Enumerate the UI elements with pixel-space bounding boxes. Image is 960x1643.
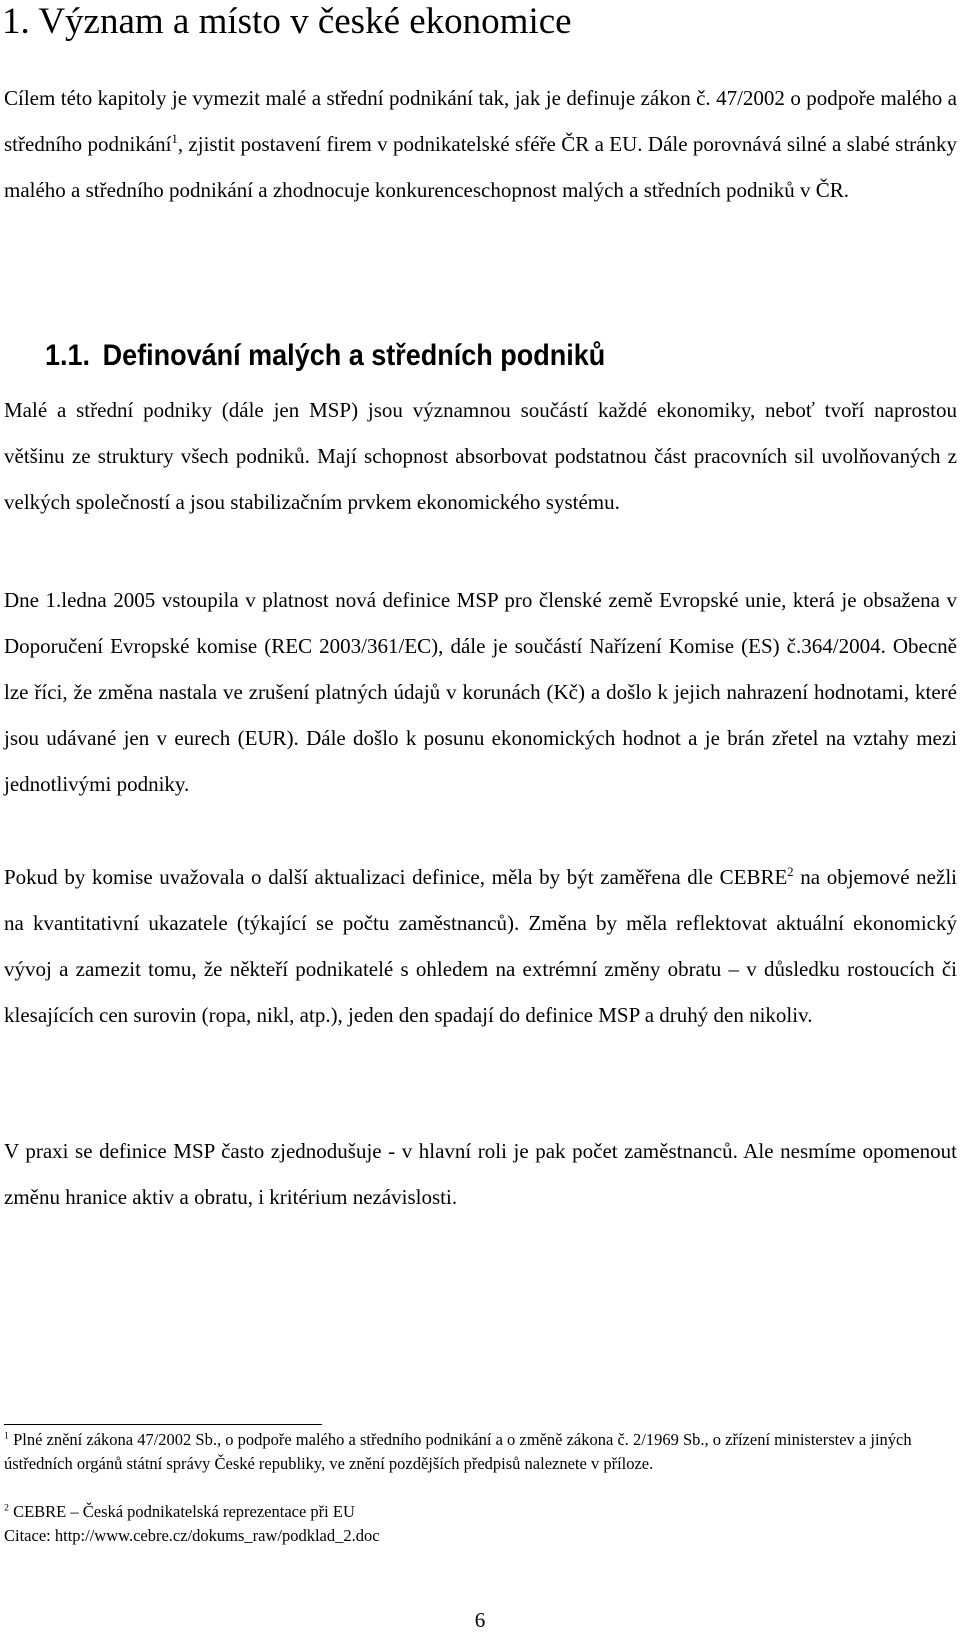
section-title: Definování malých a středních podniků	[102, 339, 606, 372]
footnote-2-text: CEBRE – Česká podnikatelská reprezentace při EU	[8, 1502, 355, 1521]
cebre-text-part2: na objemové nežli na kvantitativní ukazatele (týkající se počtu zaměstnanců). Změna by měla reflektovat aktuální ekonomický vývoj a zamezit tomu, že někteří podnikatelé s ohledem na extrémní změny obratu – v důsledku rostoucích či klesajících cen surovin (ropa, nikl, atp.), jeden den spadají do definice MSP a druhý den nikoliv.	[4, 865, 957, 1027]
chapter-title: 1. Význam a místo v české ekonomice	[2, 1, 572, 42]
footnote-2	[4, 1500, 957, 1524]
paragraph-msp-intro: Malé a střední podniky (dále jen MSP) jsou významnou součástí každé ekonomiky, neboť tvoří naprostou většinu ze struktury všech podniků. Mají schopnost absorbovat podstatnou část pracovních sil uvolňovaných z velkých společností a jsou stabilizačním prvkem ekonomického systému.	[4, 398, 957, 514]
footnote-ref-2[interactable]: 2	[787, 865, 794, 879]
page-number: 6	[474, 1608, 486, 1632]
paragraph-definition-2005: Dne 1.ledna 2005 vstoupila v platnost nová definice MSP pro členské země Evropské unie, která je obsažena v Doporučení Evropské komise (REC 2003/361/EC), dále je součástí Nařízení Komise (ES) č.364/2004. Obecně lze říci, že změna nastala ve zrušení platných údajů v korunách (Kč) a došlo k jejich nahrazení hodnotami, které jsou udávané jen v eurech (EUR). Dále došlo k posunu ekonomických hodnot a je brán zřetel na vztahy mezi jednotlivými podniky.	[4, 588, 957, 796]
paragraph-cebre	[4, 854, 957, 1038]
footnote-1-text: Plné znění zákona 47/2002 Sb., o podpoře malého a středního podnikání a o změně zákona č. 2/1969 Sb., o zřízení ministerstev a jiných ústředních orgánů státní správy České republiky, ve znění pozdějších předpisů naleznete v příloze.	[4, 1430, 912, 1473]
footnote-ref-1[interactable]: 1	[171, 132, 178, 146]
footnote-mark-2: 2	[4, 1502, 9, 1514]
footnote-2-citation: Citace: http://www.cebre.cz/dokums_raw/podklad_2.doc	[4, 1526, 380, 1545]
section-heading	[45, 338, 605, 374]
footnote-mark-1: 1	[4, 1430, 9, 1442]
footnote-separator	[4, 1424, 322, 1425]
paragraph-practice: V praxi se definice MSP často zjednodušuje - v hlavní roli je pak počet zaměstnanců. Ale nesmíme opomenout změnu hranice aktiv a obratu, i kritérium nezávislosti.	[4, 1139, 957, 1209]
section-number: 1.1.	[45, 339, 91, 372]
intro-text-part1: Cílem této kapitoly je vymezit malé a střední podnikání tak, jak je definuje zákon č. 47/2002 o podpoře malého a středního podnikání	[4, 86, 957, 156]
footnote-1	[4, 1428, 957, 1476]
cebre-text-part1: Pokud by komise uvažovala o další aktualizaci definice, měla by být zaměřena dle CEBRE	[4, 865, 788, 889]
intro-text-part2: , zjistit postavení firem v podnikatelské sféře ČR a EU. Dále porovnává silné a slabé stránky malého a středního podnikání a zhodnocuje konkurenceschopnost malých a středních podniků v ČR.	[4, 132, 957, 202]
intro-paragraph	[4, 75, 957, 213]
